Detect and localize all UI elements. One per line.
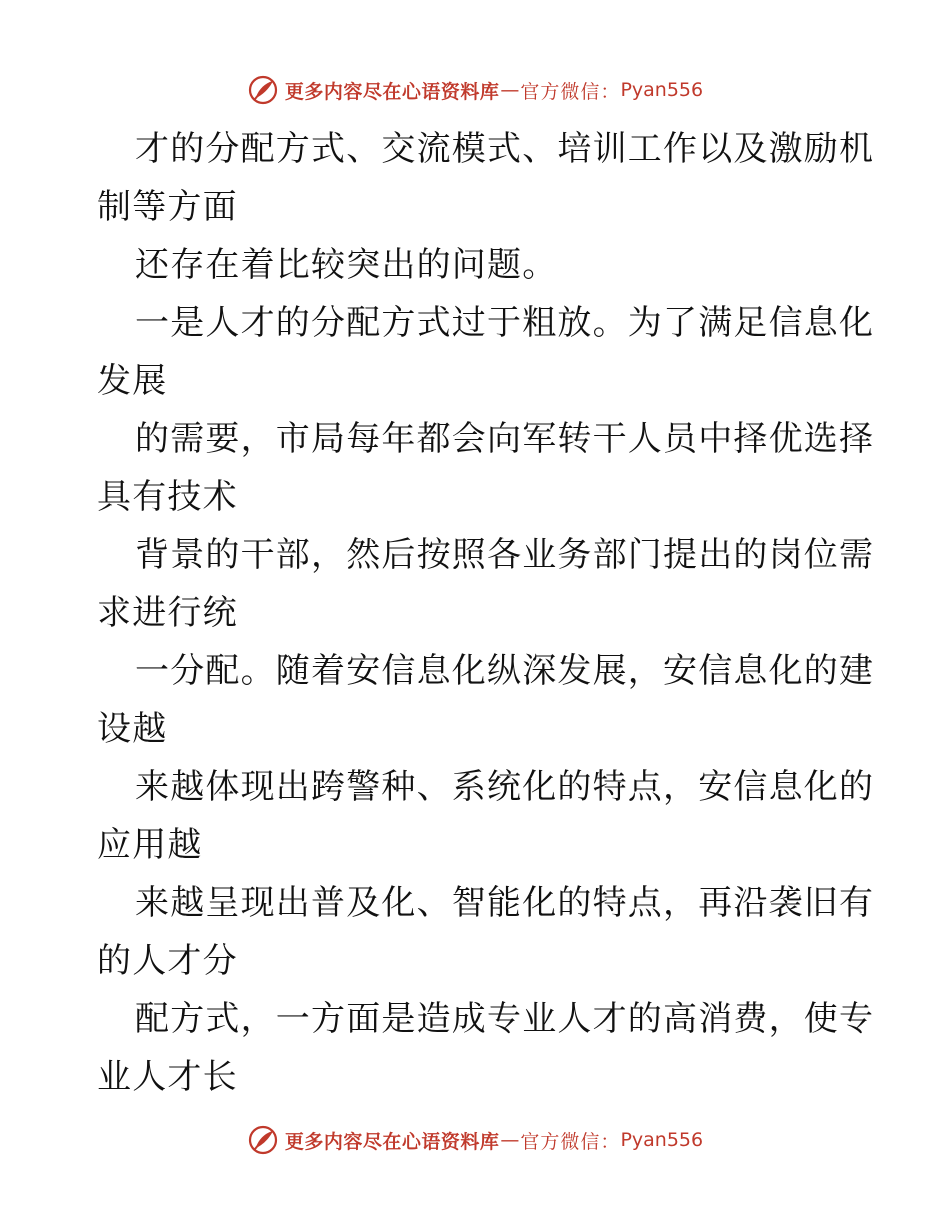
text-line: 的需要，市局每年都会向军转干人员中择优选择 bbox=[135, 419, 875, 459]
text-line: 来越体现出跨警种、系统化的特点，安信息化的 bbox=[135, 767, 875, 807]
text-line: 制等方面 bbox=[97, 187, 238, 227]
text-line: 一分配。随着安信息化纵深发展，安信息化的建 bbox=[135, 651, 875, 691]
text-line: 还存在着比较突出的问题。 bbox=[135, 245, 558, 285]
feather-pen-logo-icon bbox=[247, 1124, 279, 1156]
header-separator: — bbox=[500, 79, 520, 101]
header-wechat-label: 官方微信： bbox=[520, 80, 621, 103]
footer-wechat-label: 官方微信： bbox=[520, 1130, 621, 1153]
text-line: 来越呈现出普及化、智能化的特点，再沿袭旧有 bbox=[135, 883, 875, 923]
footer-wechat-id: Pyan556 bbox=[620, 1129, 704, 1151]
text-line: 一是人才的分配方式过于粗放。为了满足信息化 bbox=[135, 303, 875, 343]
text-line: 应用越 bbox=[97, 825, 203, 865]
text-line: 的人才分 bbox=[97, 941, 238, 981]
text-line: 背景的干部，然后按照各业务部门提出的岗位需 bbox=[135, 535, 875, 575]
text-line: 求进行统 bbox=[97, 593, 238, 633]
text-line: 发展 bbox=[97, 361, 168, 401]
footer-brand: 更多内容尽在心语资料库 bbox=[284, 1130, 500, 1153]
header-brand: 更多内容尽在心语资料库 bbox=[284, 80, 500, 103]
text-line: 设越 bbox=[97, 709, 168, 749]
footer-separator: — bbox=[500, 1129, 520, 1151]
header-banner bbox=[0, 70, 950, 110]
header-wechat-id: Pyan556 bbox=[620, 79, 704, 101]
footer-banner bbox=[0, 1120, 950, 1160]
text-line: 业人才长 bbox=[97, 1057, 238, 1097]
feather-pen-logo-icon bbox=[247, 74, 279, 106]
text-line: 具有技术 bbox=[97, 477, 238, 517]
document-body bbox=[97, 120, 875, 1106]
text-line: 配方式，一方面是造成专业人才的高消费，使专 bbox=[135, 999, 875, 1039]
text-line: 才的分配方式、交流模式、培训工作以及激励机 bbox=[135, 129, 875, 169]
